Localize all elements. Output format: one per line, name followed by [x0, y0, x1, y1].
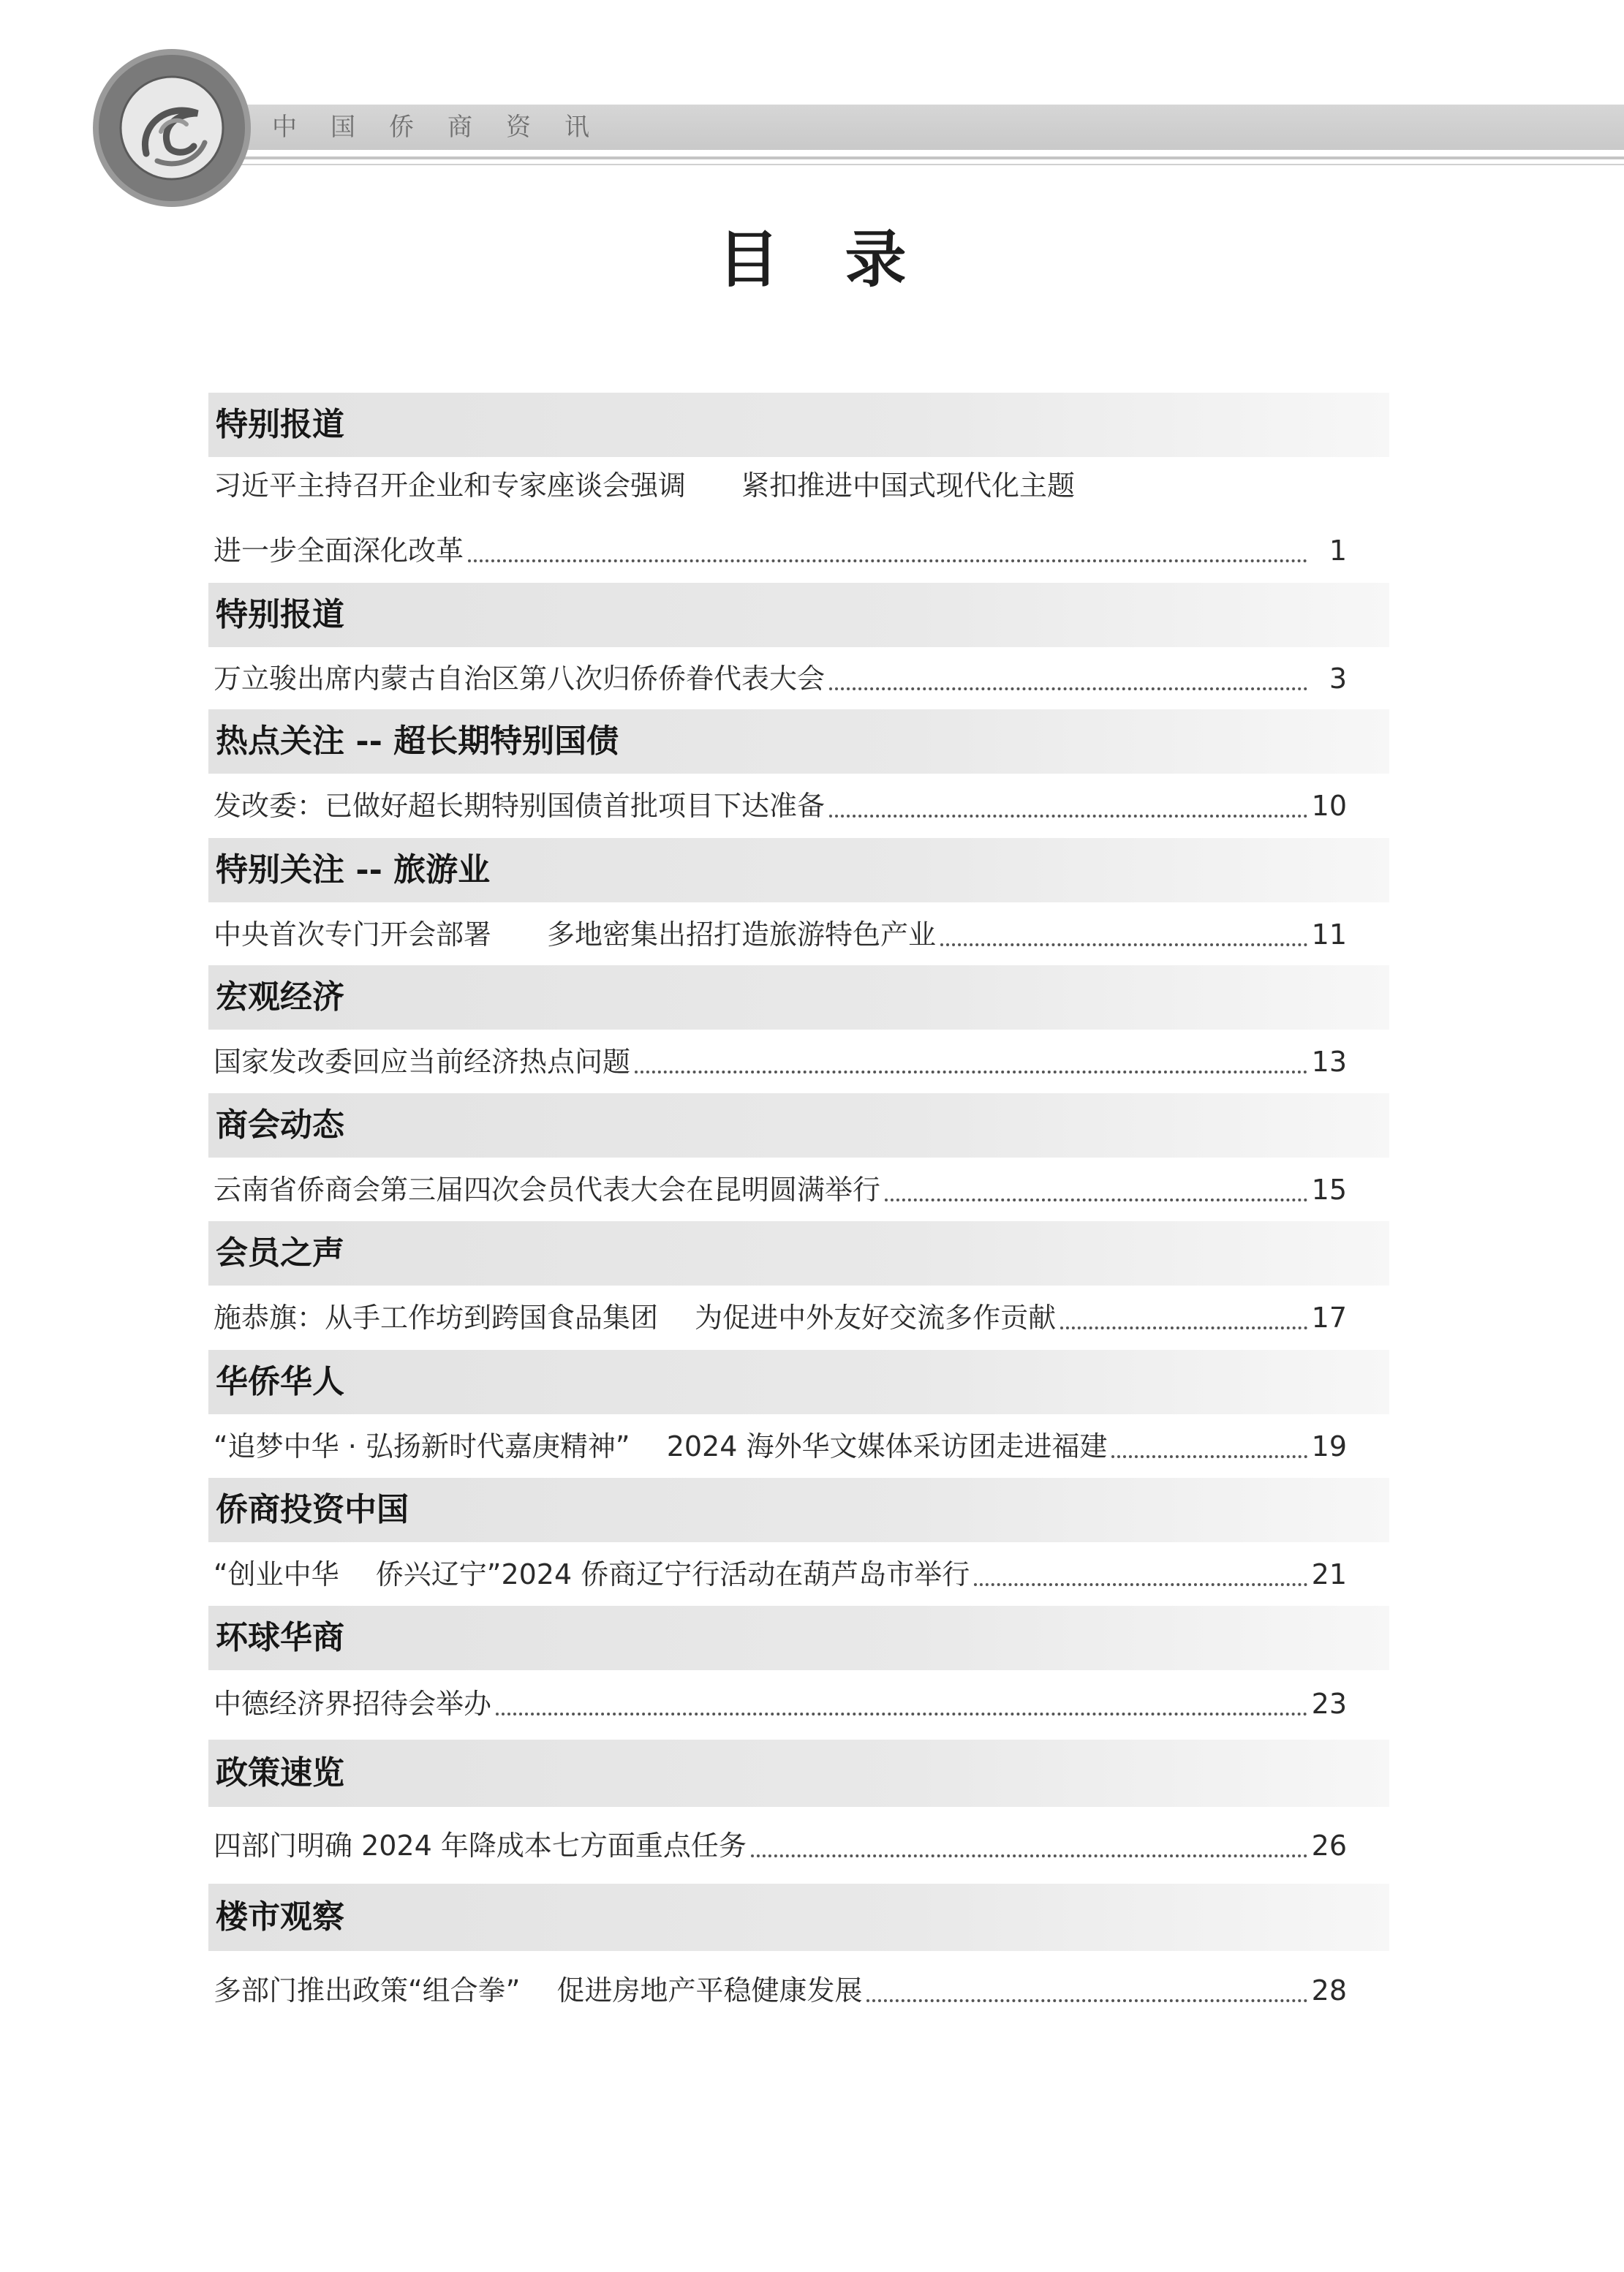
- toc-entry[interactable]: [214, 1168, 1347, 1212]
- section-heading: 特别报道: [216, 406, 344, 443]
- header-divider-thin: [241, 164, 1624, 165]
- toc-entry[interactable]: [214, 1682, 1347, 1726]
- toc-page-number: 10: [1311, 790, 1347, 822]
- header-divider: [241, 156, 1624, 159]
- section-header: [208, 709, 1389, 774]
- leader-dots: [635, 1071, 1307, 1073]
- section-heading: 热点关注 -- 超长期特别国债: [216, 722, 619, 760]
- toc-entry[interactable]: [214, 1296, 1347, 1340]
- toc-entry[interactable]: [214, 657, 1347, 701]
- toc-page-number: 26: [1311, 1830, 1347, 1862]
- section-heading: 华侨华人: [216, 1363, 344, 1400]
- toc-entry-title: 发改委：已做好超长期特别国债首批项目下达准备: [214, 790, 826, 822]
- toc-entry-line[interactable]: 习近平主持召开企业和专家座谈会强调 紧扣推进中国式现代化主题: [214, 469, 1076, 502]
- federation-logo: [88, 44, 256, 212]
- header-title: 中国侨商资讯: [272, 113, 623, 142]
- toc-entry[interactable]: [214, 1552, 1347, 1596]
- section-header: [208, 583, 1389, 647]
- toc-entry[interactable]: [214, 1969, 1347, 2012]
- leader-dots: [885, 1199, 1307, 1201]
- toc-entry-title: 万立骏出席内蒙古自治区第八次归侨侨眷代表大会: [214, 663, 826, 695]
- section-header: [208, 1606, 1389, 1670]
- toc-entry-title: 四部门明确 2024 年降成本七方面重点任务: [214, 1830, 747, 1862]
- leader-dots: [1060, 1326, 1307, 1329]
- toc-page-number: 1: [1329, 535, 1347, 567]
- toc-entry[interactable]: [214, 913, 1347, 956]
- leader-dots: [829, 687, 1307, 690]
- toc-page-number: 23: [1311, 1688, 1347, 1720]
- toc-page-number: 13: [1311, 1046, 1347, 1078]
- section-header: [208, 393, 1389, 457]
- leader-dots: [751, 1854, 1307, 1857]
- toc-entry[interactable]: [214, 1040, 1347, 1084]
- toc-entry-title: “创业中华 侨兴辽宁”2024 侨商辽宁行活动在葫芦岛市举行: [214, 1558, 970, 1590]
- leader-dots: [974, 1583, 1307, 1586]
- leader-dots: [829, 815, 1307, 818]
- section-header: [208, 838, 1389, 902]
- toc-entry-title: 施恭旗：从手工作坊到跨国食品集团 为促进中外友好交流多作贡献: [214, 1302, 1057, 1334]
- toc-entry-title: 中央首次专门开会部署 多地密集出招打造旅游特色产业: [214, 918, 937, 951]
- section-header: [208, 1221, 1389, 1286]
- section-header: [208, 1350, 1389, 1414]
- section-heading: 环球华商: [216, 1619, 344, 1656]
- leader-dots: [866, 1999, 1307, 2002]
- toc-page-number: 21: [1311, 1558, 1347, 1590]
- section-header: [208, 965, 1389, 1030]
- section-heading: 特别关注 -- 旅游业: [216, 851, 491, 888]
- section-heading: 侨商投资中国: [216, 1491, 409, 1528]
- toc-page-number: 17: [1311, 1302, 1347, 1334]
- toc-entry-title: 国家发改委回应当前经济热点问题: [214, 1046, 631, 1078]
- toc-page-number: 11: [1311, 918, 1347, 951]
- toc-entry-title: 中德经济界招待会举办: [214, 1688, 492, 1720]
- section-heading: 会员之声: [216, 1234, 344, 1272]
- toc-entry-title: 多部门推出政策“组合拳” 促进房地产平稳健康发展: [214, 1974, 863, 2007]
- toc-page-number: 28: [1311, 1974, 1347, 2007]
- section-heading: 政策速览: [216, 1754, 344, 1792]
- section-header: [208, 1884, 1389, 1951]
- toc-page-number: 19: [1311, 1430, 1347, 1463]
- page-title: 目录: [717, 224, 972, 295]
- leader-dots: [1111, 1455, 1307, 1458]
- toc-entry-title: “追梦中华 · 弘扬新时代嘉庚精神” 2024 海外华文媒体采访团走进福建: [214, 1430, 1108, 1463]
- toc-entry-title: 云南省侨商会第三届四次会员代表大会在昆明圆满举行: [214, 1174, 881, 1206]
- leader-dots: [496, 1713, 1307, 1716]
- toc-entry-title: 进一步全面深化改革: [214, 535, 464, 567]
- toc-entry[interactable]: [214, 1824, 1347, 1868]
- toc-page-number: 3: [1329, 663, 1347, 695]
- toc-entry[interactable]: [214, 529, 1347, 573]
- section-heading: 特别报道: [216, 596, 344, 633]
- section-header: [208, 1740, 1389, 1807]
- toc-page-number: 15: [1311, 1174, 1347, 1206]
- section-heading: 宏观经济: [216, 978, 344, 1016]
- toc-entry[interactable]: [214, 1424, 1347, 1468]
- leader-dots: [468, 559, 1307, 562]
- toc-entry[interactable]: [214, 784, 1347, 828]
- leader-dots: [940, 943, 1307, 946]
- section-heading: 商会动态: [216, 1106, 344, 1144]
- section-header: [208, 1093, 1389, 1158]
- section-heading: 楼市观察: [216, 1898, 344, 1936]
- section-header: [208, 1478, 1389, 1542]
